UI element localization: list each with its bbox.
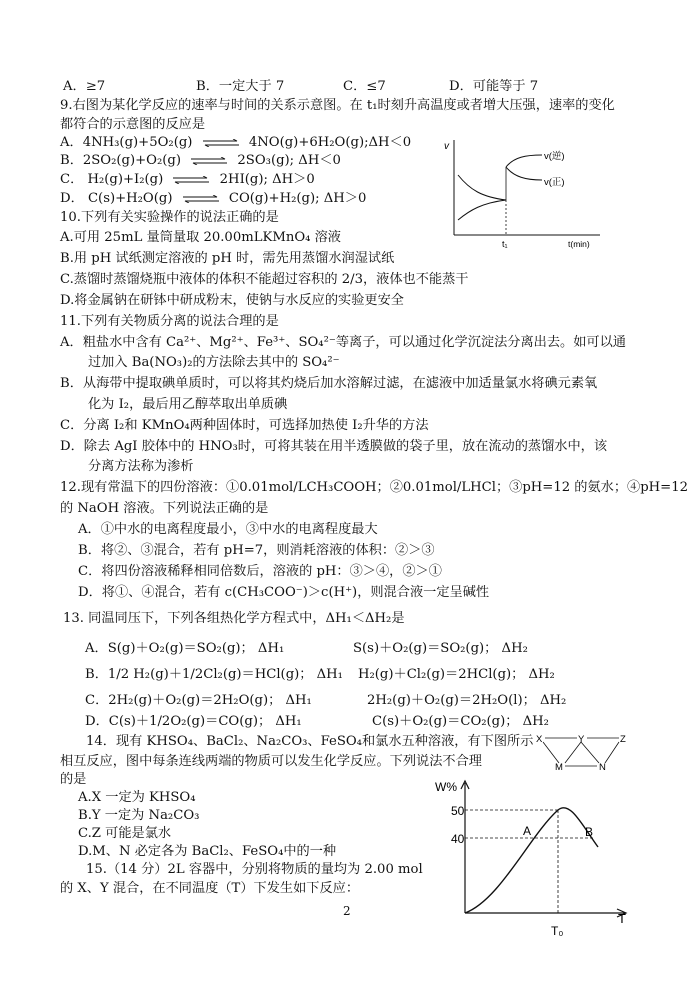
q13-option-a-eq2: S(s)＋O₂(g)＝SO₂(g)； ΔH₂ xyxy=(353,641,528,656)
q14-option-b: B.Y 一定为 Na₂CO₃ xyxy=(78,808,200,823)
q14-stem-line3: 的是 xyxy=(60,772,87,787)
equilibrium-arrow-icon xyxy=(191,157,227,165)
q14-stem-line1: 14．现有 KHSO₄、BaCl₂、Na₂CO₃、FeSO₄和氯水五种溶液，有下图所示 xyxy=(86,734,534,749)
time-axis-label: t(min) xyxy=(568,239,590,249)
reaction-network-diagram xyxy=(533,730,633,772)
reverse-rate-label: v(逆) xyxy=(544,151,565,162)
q13-option-d-eq2: C(s)＋O₂(g)＝CO₂(g)； ΔH₂ xyxy=(372,714,549,729)
q13-option-b-eq2: H₂(g)＋Cl₂(g)＝2HCl(g)； ΔH₂ xyxy=(358,667,555,682)
q9-option-a: A．4NH₃(g)+5O₂(g) 4NO(g)+6H₂O(g);ΔH＜0 xyxy=(60,135,412,150)
q15-line2: 的 X、Y 混合，在不同温度（T）下发生如下反应： xyxy=(60,881,360,896)
temperature-axis-label: T xyxy=(618,911,626,926)
node-m: M xyxy=(555,762,563,772)
w-percent-temperature-chart xyxy=(420,775,645,945)
q9-stem-line2: 都符合的示意图的反应是 xyxy=(60,117,206,132)
q10-option-b: B.用 pH 试纸测定溶液的 pH 时，需先用蒸馏水润湿试纸 xyxy=(60,251,395,266)
q8-option-d: D．可能等于 7 xyxy=(449,79,539,94)
q14-stem-line2: 相互反应，图中每条连线两端的物质可以发生化学反应。下列说法不合理 xyxy=(60,754,482,769)
q12-option-b: B．将②、③混合，若有 pH=7，则消耗溶液的体积：②＞③ xyxy=(78,543,435,558)
q14-option-c: C.Z 可能是氯水 xyxy=(78,826,172,841)
q11-option-c: C．分离 I₂和 KMnO₄两种固体时，可选择加热使 I₂升华的方法 xyxy=(60,418,429,433)
q12-option-a: A．①中水的电离程度最小，③中水的电离程度最大 xyxy=(78,522,378,537)
q11-option-d-line2: 分离方法称为渗析 xyxy=(88,459,194,474)
q9-option-c: C． H₂(g)+I₂(g) 2HI(g); ΔH＞0 xyxy=(60,172,315,187)
point-b-label: B xyxy=(585,825,594,839)
q12-stem-line2: 的 NaOH 溶液。下列说法正确的是 xyxy=(60,501,269,516)
forward-rate-label: v(正) xyxy=(544,177,565,188)
q13-option-b-eq1: B．1/2 H₂(g)＋1/2Cl₂(g)＝HCl(g)； ΔH₁ xyxy=(85,667,343,682)
q15-line1: 15.（14 分）2L 容器中，分别将物质的量均为 2.00 mol xyxy=(86,862,423,877)
q12-stem-line1: 12.现有常温下的四份溶液：①0.01mol/LCH₃COOH；②0.01mol/LHCl；③pH=12 的氨水；④pH=12 xyxy=(60,480,688,495)
q8-option-c: C．≤7 xyxy=(343,79,386,94)
q11-option-a-line1: A．粗盐水中含有 Ca²⁺、Mg²⁺、Fe³⁺、SO₄²⁻等离子，可以通过化学沉淀法分离出去。如可以通 xyxy=(60,335,626,350)
w-percent-axis-label: W% xyxy=(435,780,457,794)
q8-option-b: B．一定大于 7 xyxy=(196,79,285,94)
y-tick-50: 50 xyxy=(451,804,465,818)
q10-option-a: A.可用 25mL 量筒量取 20.00mLKMnO₄ 溶液 xyxy=(60,230,341,245)
q9-option-b: B．2SO₂(g)+O₂(g) 2SO₃(g); ΔH＜0 xyxy=(60,153,341,168)
q13-stem: 13. 同温同压下，下列各组热化学方程式中，ΔH₁＜ΔH₂是 xyxy=(63,611,405,626)
equilibrium-arrow-icon xyxy=(183,195,219,203)
t1-label: t₁ xyxy=(502,239,508,249)
t0-label: T₀ xyxy=(551,924,564,938)
q10-stem: 10.下列有关实验操作的说法正确的是 xyxy=(60,210,279,225)
q11-option-b-line2: 化为 I₂，最后用乙醇萃取出单质碘 xyxy=(88,397,288,412)
q11-stem: 11.下列有关物质分离的说法合理的是 xyxy=(60,314,279,329)
node-z: Z xyxy=(620,734,626,745)
q13-option-a-eq1: A．S(g)＋O₂(g)＝SO₂(g)； ΔH₁ xyxy=(85,641,285,656)
q14-option-a: A.X 一定为 KHSO₄ xyxy=(78,790,196,805)
q14-option-d: D.M、N 必定各为 BaCl₂、FeSO₄中的一种 xyxy=(78,844,337,859)
q8-option-a: A．≥7 xyxy=(63,79,106,94)
node-n: N xyxy=(599,762,606,772)
rate-time-diagram xyxy=(440,135,610,250)
q9-stem-line1: 9.右图为某化学反应的速率与时间的关系示意图。在 t₁时刻升高温度或者增大压强，速率的变化 xyxy=(60,98,615,113)
y-tick-40: 40 xyxy=(451,832,465,846)
q10-option-d: D.将金属钠在研钵中研成粉末，使钠与水反应的实验更安全 xyxy=(60,293,404,308)
rate-axis-label: v xyxy=(444,141,449,152)
equilibrium-arrow-icon xyxy=(203,139,239,147)
node-x: X xyxy=(536,734,543,745)
q11-option-b-line1: B．从海带中提取碘单质时，可以将其灼烧后加水溶解过滤，在滤液中加适量氯水将碘元素氧 xyxy=(60,376,598,391)
q13-option-c-eq2: 2H₂(g)＋O₂(g)＝2H₂O(l)； ΔH₂ xyxy=(367,693,567,708)
q10-option-c: C.蒸馏时蒸馏烧瓶中液体的体积不能超过容积的 2/3，液体也不能蒸干 xyxy=(60,272,469,287)
q11-option-d-line1: D．除去 AgI 胶体中的 HNO₃时，可将其装在用半透膜做的袋子里，放在流动的蒸馏水中，该 xyxy=(60,439,608,454)
q12-option-d: D．将①、④混合，若有 c(CH₃COO⁻)＞c(H⁺)，则混合液一定呈碱性 xyxy=(78,585,490,600)
q12-option-c: C．将四份溶液稀释相同倍数后，溶液的 pH：③＞④，②＞① xyxy=(78,564,442,579)
q11-option-a-line2: 过加入 Ba(NO₃)₂的方法除去其中的 SO₄²⁻ xyxy=(88,355,340,370)
equilibrium-arrow-icon xyxy=(173,176,209,184)
q13-option-d-eq1: D．C(s)＋1/2O₂(g)＝CO(g)； ΔH₁ xyxy=(85,714,302,729)
point-a-label: A xyxy=(523,824,532,838)
q9-option-d: D． C(s)+H₂O(g) CO(g)+H₂(g); ΔH＞0 xyxy=(60,191,367,206)
page-number: 2 xyxy=(343,904,351,918)
q13-option-c-eq1: C．2H₂(g)＋O₂(g)＝2H₂O(g)； ΔH₁ xyxy=(85,693,312,708)
node-y: Y xyxy=(578,734,585,745)
